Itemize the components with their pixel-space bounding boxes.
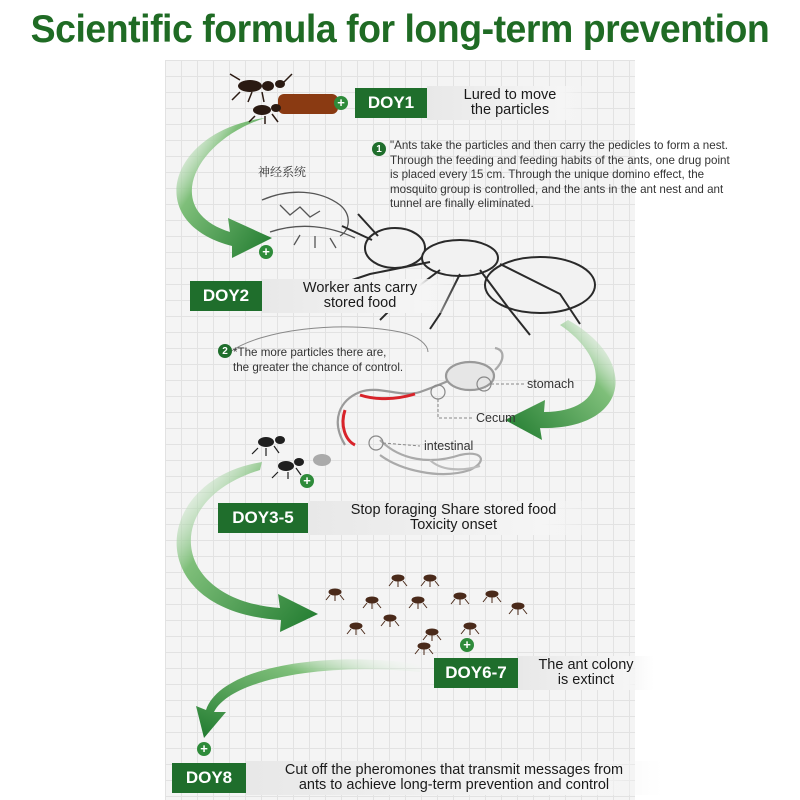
cecum-label: Cecum: [476, 411, 516, 425]
note-line: tunnel are finally eliminated.: [390, 197, 534, 210]
intestinal-label: intestinal: [424, 439, 474, 453]
step-line: The ant colony: [538, 657, 634, 673]
stomach-label: stomach: [527, 377, 575, 391]
plus-icon: +: [259, 245, 273, 259]
plus-icon: +: [197, 742, 211, 756]
step-description: [246, 761, 662, 795]
note-1-text: [390, 139, 800, 212]
nerve-system-sketch-icon: [262, 192, 355, 248]
step-description: [518, 656, 654, 690]
step-description: [427, 86, 593, 120]
step-doy8: [172, 763, 662, 793]
note-number-badge: 2: [218, 344, 232, 358]
note-line: Through the feeding and feeding habits of the ants, one drug point: [390, 153, 730, 167]
note-line: *The more particles there are,: [233, 346, 387, 359]
note-number-badge: 1: [372, 142, 386, 156]
step-line: Worker ants carry: [302, 280, 418, 296]
ants-carrying-icon: [230, 74, 338, 124]
plus-icon: +: [300, 474, 314, 488]
step-line: Cut off the pheromones that transmit messages from: [284, 762, 624, 778]
step-day-label: DOY6-7: [434, 658, 518, 688]
arrow-1-icon: [176, 118, 272, 258]
note-line: "Ants take the particles and then carry the pedicles to form a nest.: [390, 139, 728, 152]
small-ants-icon: [252, 436, 331, 479]
step-description: [262, 279, 458, 313]
note-2-text: [233, 346, 453, 375]
step-day-label: DOY3-5: [218, 503, 308, 533]
note-line: the greater the chance of control.: [233, 360, 404, 374]
step-line: the particles: [470, 102, 550, 118]
nerve-system-label: 神经系统: [258, 165, 307, 179]
note-line: mosquito group is controlled, and the ants in the ant nest and ant: [390, 182, 724, 196]
step-doy6-7: [434, 658, 654, 688]
page-title: Scientific formula for long-term prevention: [30, 8, 770, 51]
step-day-label: DOY2: [190, 281, 262, 311]
step-doy3-5: [218, 503, 599, 533]
step-doy1: [355, 88, 593, 118]
step-line: stored food: [323, 295, 397, 311]
step-line: Lured to move: [463, 87, 557, 103]
large-ant-icon: [340, 214, 595, 335]
arrow-3-icon: [177, 462, 318, 632]
step-line: ants to achieve long-term prevention and control: [298, 777, 610, 793]
note-line: is placed every 15 cm. Through the unique domino effect, the: [390, 168, 705, 181]
step-day-label: DOY8: [172, 763, 246, 793]
step-line: is extinct: [557, 672, 615, 688]
step-line: Stop foraging Share stored food: [350, 502, 557, 518]
arrow-4-icon: [196, 659, 420, 738]
step-line: Toxicity onset: [409, 517, 498, 533]
scattered-ants-icon: [326, 575, 527, 655]
plus-icon: +: [460, 638, 474, 652]
step-day-label: DOY1: [355, 88, 427, 118]
plus-icon: +: [334, 96, 348, 110]
step-doy2: [190, 281, 458, 311]
step-description: [308, 501, 599, 535]
